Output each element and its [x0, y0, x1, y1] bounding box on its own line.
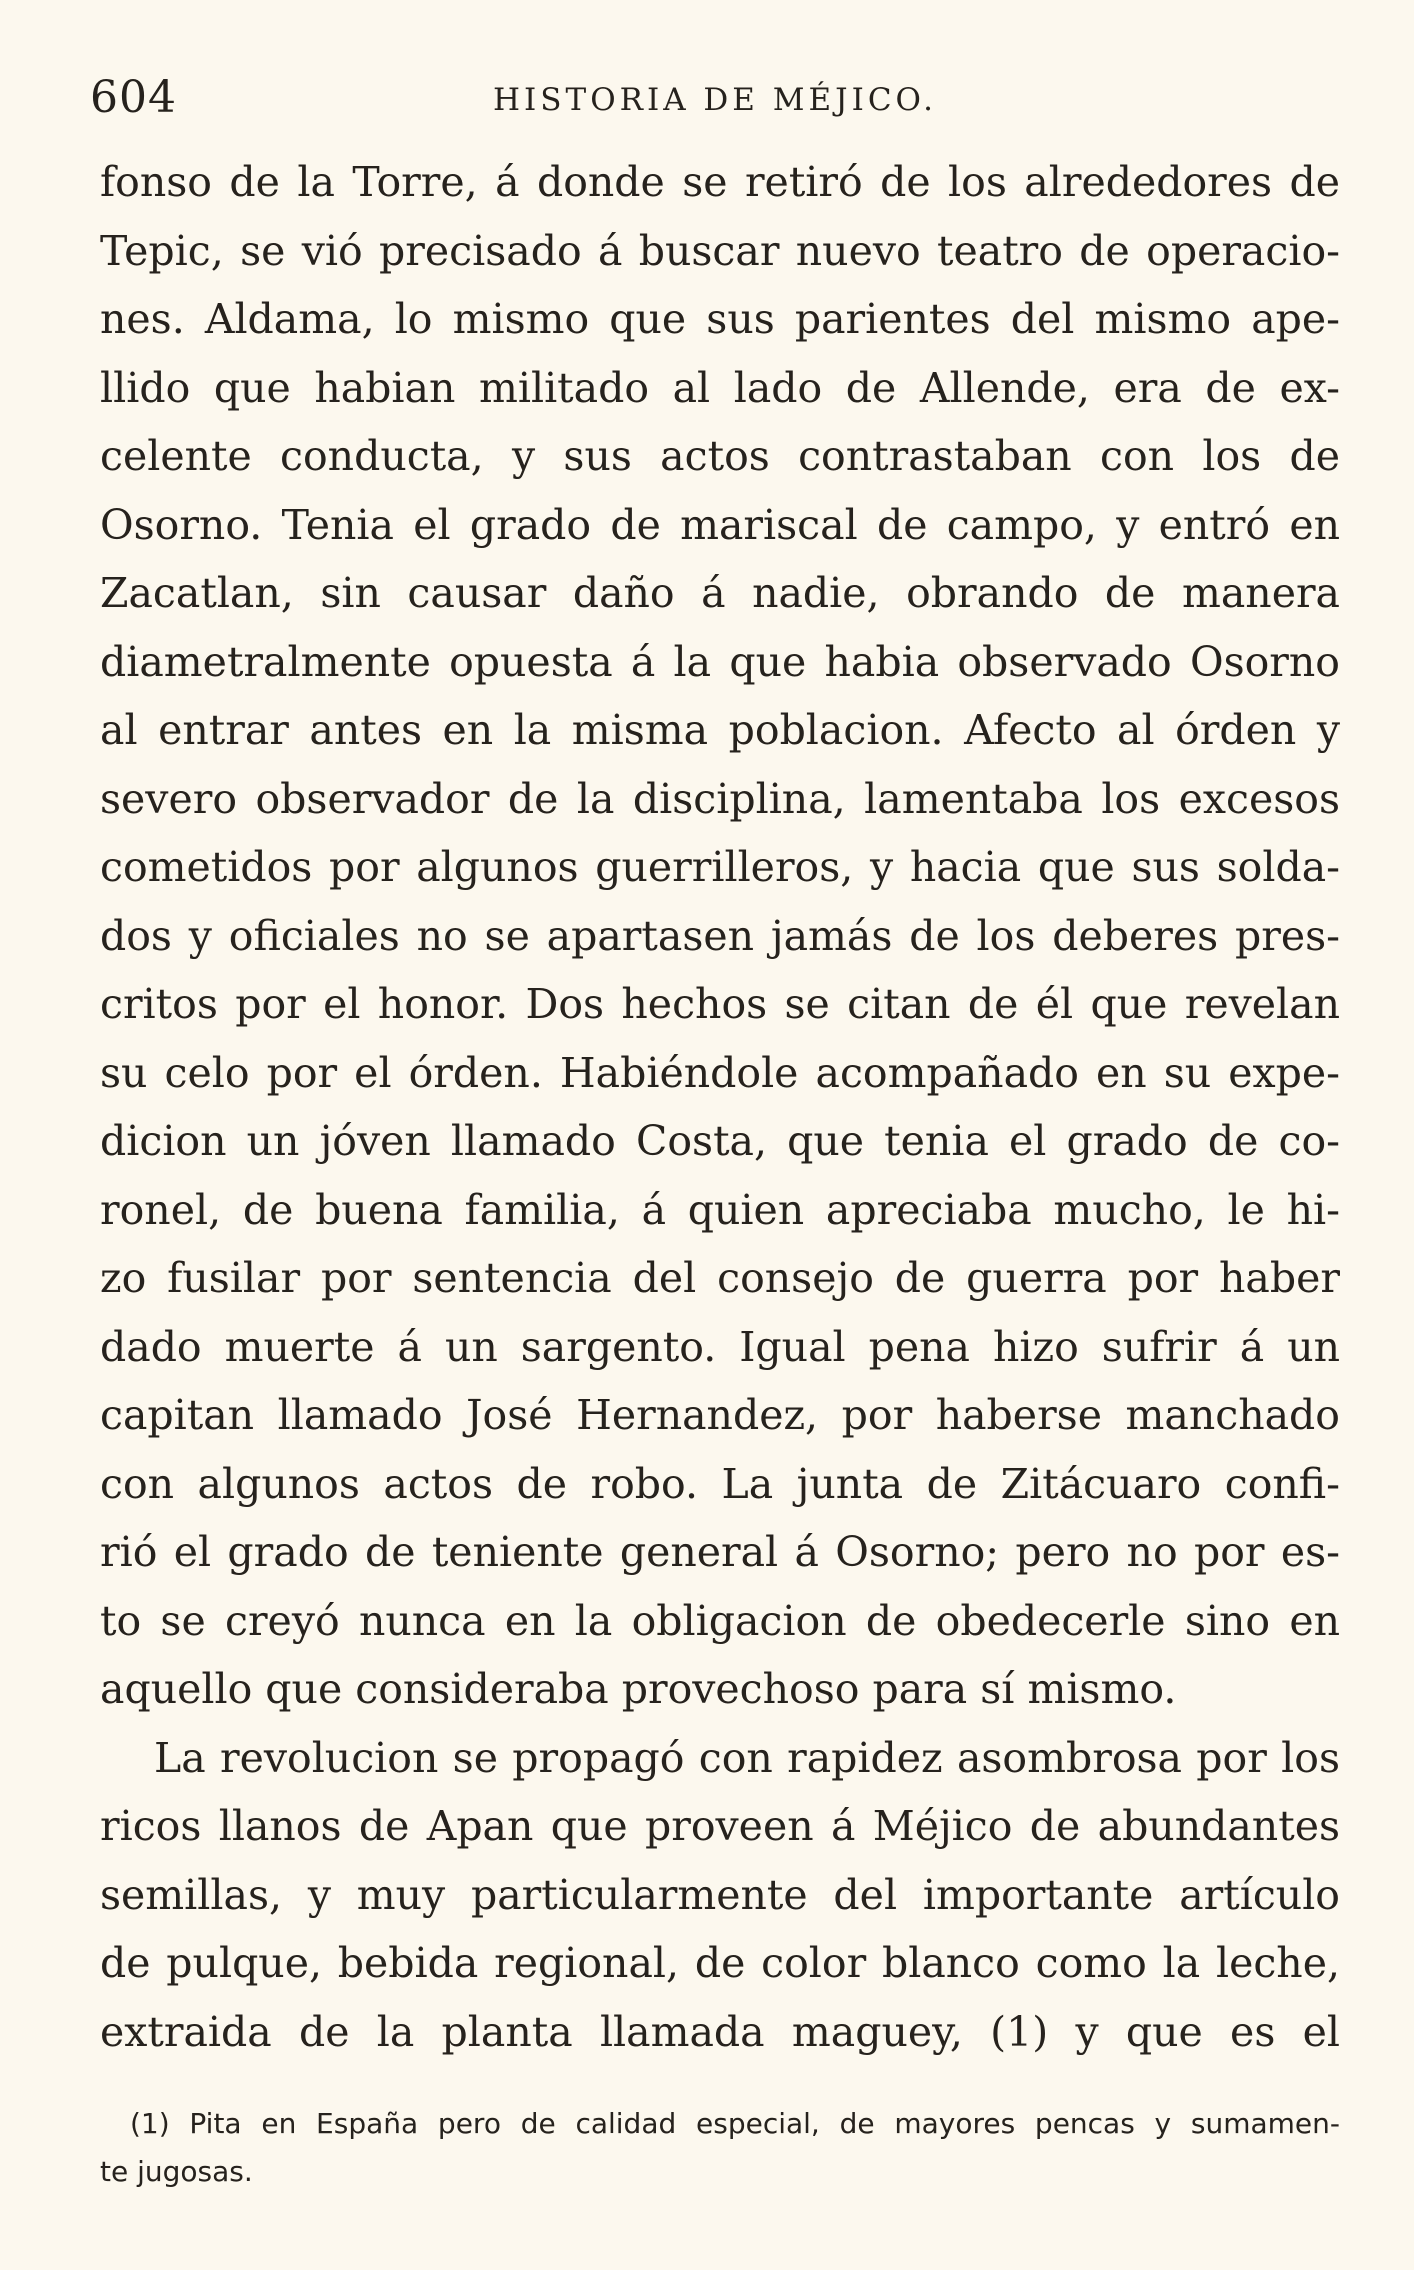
text-line: dos y oficiales no se apartasen jamás de los deberes pres-	[100, 911, 1340, 960]
text-line: Osorno. Tenia el grado de mariscal de campo, y entró en	[100, 500, 1340, 549]
text-line: dicion un jóven llamado Costa, que tenia el grado de co-	[100, 1117, 1340, 1165]
text-line: semillas, y muy particularmente del importante artículo	[100, 1870, 1340, 1919]
body-text	[100, 148, 1340, 2066]
text-line: llido que habian militado al lado de Allende, era de ex-	[100, 363, 1340, 412]
text-line: aquello que consideraba provechoso para sí mismo.	[100, 1665, 1177, 1713]
text-line: su celo por el órden. Habiéndole acompañado en su expe-	[100, 1048, 1340, 1097]
text-line: critos por el honor. Dos hechos se citan de él que revelan	[100, 980, 1340, 1028]
footnote-line: te jugosas.	[100, 2155, 253, 2188]
text-line: fonso de la Torre, á donde se retiró de los alrededores de	[100, 158, 1340, 206]
text-line: to se creyó nunca en la obligacion de obedecerle sino en	[100, 1596, 1340, 1645]
text-line: capitan llamado José Hernandez, por haberse manchado	[100, 1391, 1340, 1439]
page-number: 604	[90, 72, 177, 123]
footnote	[100, 2100, 1340, 2196]
text-line: La revolucion se propagó con rapidez asombrosa por los	[154, 1733, 1340, 1782]
text-line: severo observador de la disciplina, lamentaba los excesos	[100, 774, 1340, 823]
text-line: al entrar antes en la misma poblacion. Afecto al órden y	[100, 706, 1340, 754]
text-line: con algunos actos de robo. La junta de Zitácuaro confi-	[100, 1459, 1340, 1508]
text-line: zo fusilar por sentencia del consejo de guerra por haber	[100, 1254, 1340, 1302]
text-line: cometidos por algunos guerrilleros, y hacia que sus solda-	[100, 843, 1340, 891]
running-head	[90, 68, 1340, 128]
text-line: dado muerte á un sargento. Igual pena hizo sufrir á un	[100, 1322, 1340, 1371]
text-line: Zacatlan, sin causar daño á nadie, obrando de manera	[100, 569, 1340, 617]
text-line: ricos llanos de Apan que proveen á Méjico de abundantes	[100, 1802, 1340, 1850]
text-line: celente conducta, y sus actos contrastaban con los de	[100, 432, 1340, 480]
text-line: de pulque, bebida regional, de color blanco como la leche,	[100, 1939, 1340, 1987]
footnote-line: (1) Pita en España pero de calidad especial, de mayores pencas y sumamen-	[130, 2107, 1340, 2140]
text-line: extraida de la planta llamada maguey, (1) y que es el	[100, 2007, 1340, 2056]
book-title: HISTORIA DE MÉJICO.	[493, 82, 937, 118]
text-line: Tepic, se vió precisado á buscar nuevo teatro de operacio-	[100, 226, 1340, 275]
text-line: ronel, de buena familia, á quien apreciaba mucho, le hi-	[100, 1185, 1340, 1234]
text-line: rió el grado de teniente general á Osorno; pero no por es-	[100, 1528, 1340, 1576]
text-line: diametralmente opuesta á la que habia observado Osorno	[100, 637, 1340, 686]
text-line: nes. Aldama, lo mismo que sus parientes del mismo ape-	[100, 295, 1340, 343]
